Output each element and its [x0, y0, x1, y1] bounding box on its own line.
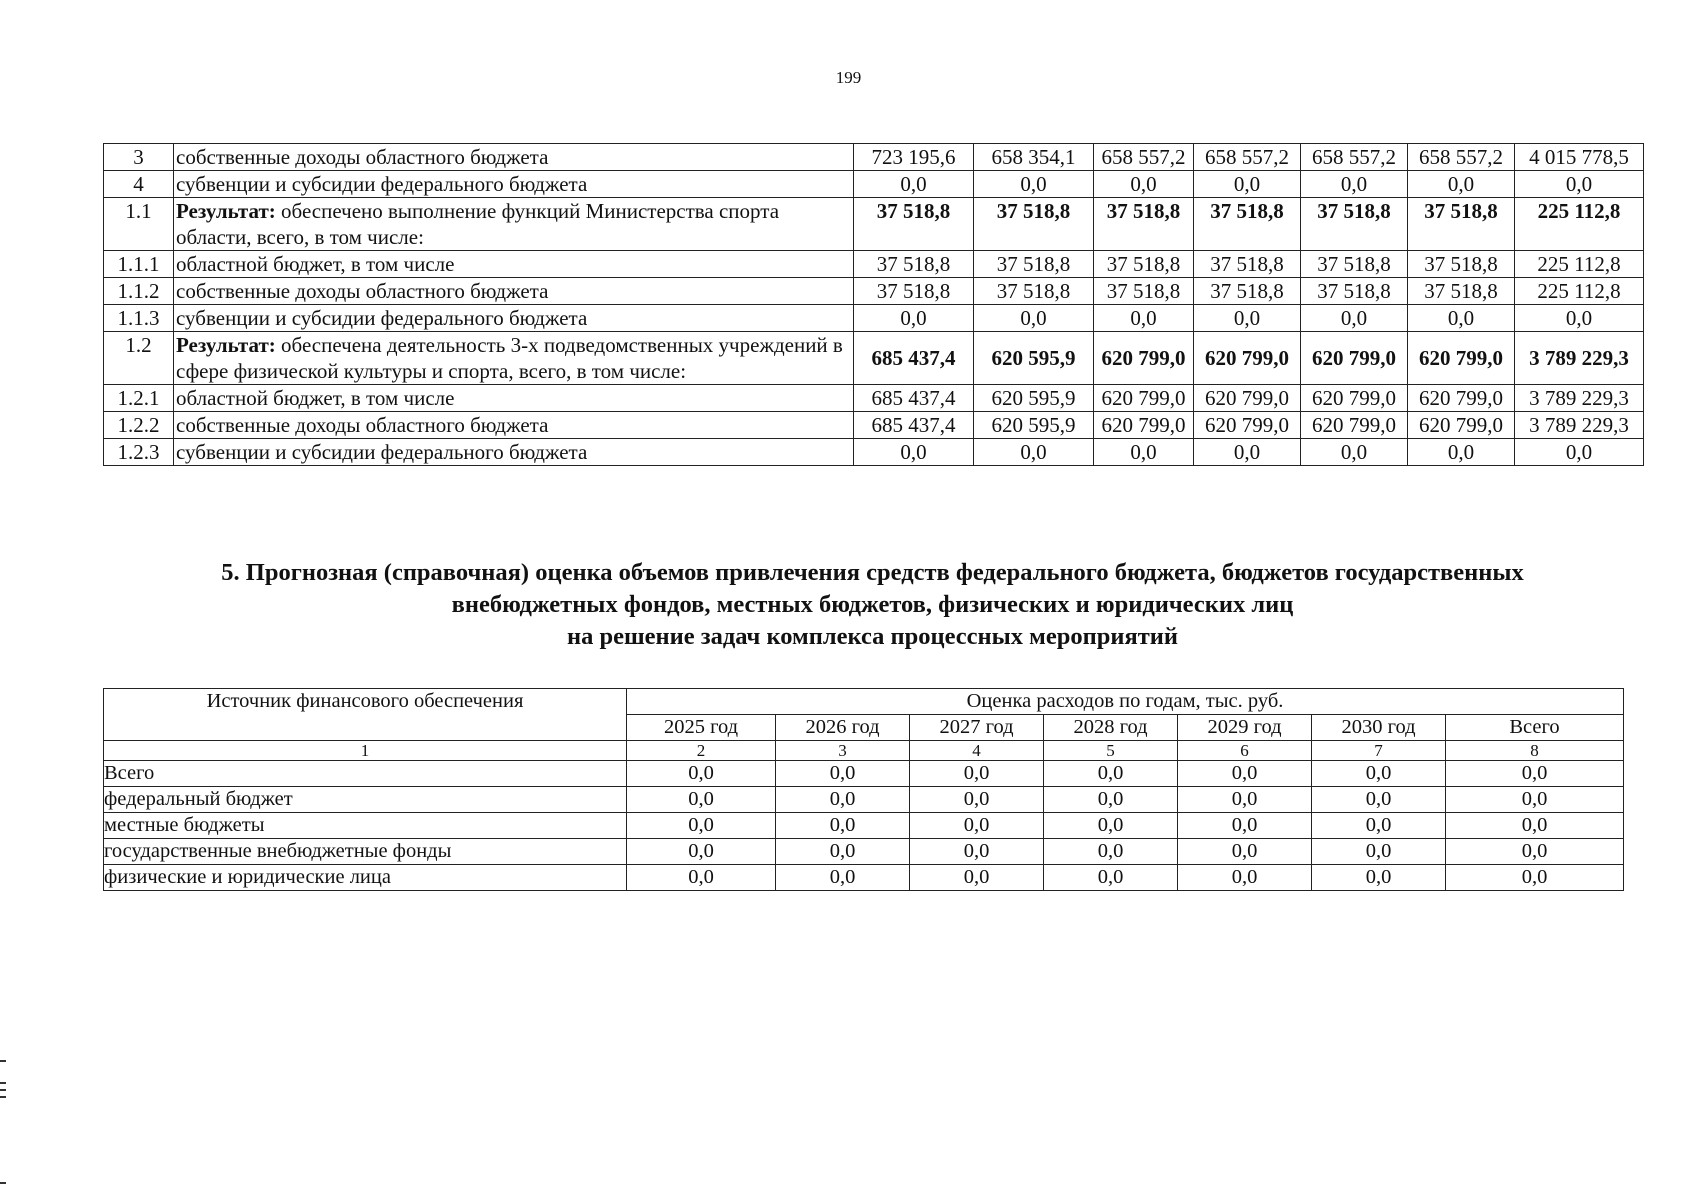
value-cell: 4 015 778,5 — [1515, 144, 1644, 171]
row-number: 4 — [104, 171, 174, 198]
value-cell: 0,0 — [1094, 305, 1194, 332]
table-row — [104, 278, 1644, 305]
value-cell: 620 799,0 — [1194, 385, 1301, 412]
value-cell: 3 789 229,3 — [1515, 332, 1644, 385]
value-cell: 37 518,8 — [1094, 278, 1194, 305]
value-cell: 0,0 — [1408, 305, 1515, 332]
column-number: 3 — [776, 741, 910, 761]
forecast-funding-table — [103, 688, 1624, 891]
source-cell: Всего — [104, 761, 627, 787]
value-cell: 620 799,0 — [1301, 412, 1408, 439]
value-cell: 37 518,8 — [1094, 251, 1194, 278]
source-cell: федеральный бюджет — [104, 787, 627, 813]
value-cell: 0,0 — [974, 171, 1094, 198]
row-description: собственные доходы областного бюджета — [174, 278, 854, 305]
margin-mark — [0, 1089, 6, 1091]
table-row — [104, 385, 1644, 412]
value-cell: 0,0 — [854, 305, 974, 332]
column-number: 2 — [627, 741, 776, 761]
row-number: 1.2.3 — [104, 439, 174, 466]
value-cell: 0,0 — [974, 305, 1094, 332]
value-cell: 0,0 — [627, 865, 776, 891]
value-cell: 0,0 — [1446, 813, 1624, 839]
row-number: 1.1.3 — [104, 305, 174, 332]
value-cell: 658 557,2 — [1194, 144, 1301, 171]
value-cell: 225 112,8 — [1515, 278, 1644, 305]
value-cell: 0,0 — [1044, 761, 1178, 787]
row-description: субвенции и субсидии федерального бюджета — [174, 171, 854, 198]
source-cell: местные бюджеты — [104, 813, 627, 839]
value-cell: 0,0 — [1408, 171, 1515, 198]
margin-mark — [0, 1082, 6, 1084]
column-number: 4 — [910, 741, 1044, 761]
value-cell: 0,0 — [1312, 761, 1446, 787]
value-cell: 0,0 — [1094, 171, 1194, 198]
value-cell: 658 557,2 — [1094, 144, 1194, 171]
value-cell: 0,0 — [1446, 865, 1624, 891]
column-number: 6 — [1178, 741, 1312, 761]
value-cell: 0,0 — [910, 761, 1044, 787]
value-cell: 37 518,8 — [1194, 251, 1301, 278]
value-cell: 0,0 — [1312, 813, 1446, 839]
value-cell: 0,0 — [1044, 813, 1178, 839]
value-cell: 0,0 — [1446, 787, 1624, 813]
table-row — [104, 439, 1644, 466]
value-cell: 658 557,2 — [1408, 144, 1515, 171]
value-cell: 658 557,2 — [1301, 144, 1408, 171]
value-cell: 0,0 — [1178, 787, 1312, 813]
value-cell: 685 437,4 — [854, 412, 974, 439]
value-cell: 37 518,8 — [1301, 251, 1408, 278]
header-row — [104, 689, 1624, 715]
row-number: 1.2 — [104, 332, 174, 385]
section-heading — [100, 557, 1645, 653]
value-cell: 0,0 — [1044, 839, 1178, 865]
value-cell: 0,0 — [776, 839, 910, 865]
source-cell: государственные внебюджетные фонды — [104, 839, 627, 865]
table-row — [104, 332, 1644, 385]
value-cell: 37 518,8 — [1094, 198, 1194, 251]
value-cell: 0,0 — [1312, 865, 1446, 891]
value-cell: 0,0 — [910, 787, 1044, 813]
value-cell: 0,0 — [974, 439, 1094, 466]
table-row — [104, 412, 1644, 439]
column-number: 5 — [1044, 741, 1178, 761]
value-cell: 3 789 229,3 — [1515, 412, 1644, 439]
value-cell: 620 799,0 — [1301, 332, 1408, 385]
row-description: субвенции и субсидии федерального бюджета — [174, 439, 854, 466]
value-cell: 620 799,0 — [1301, 385, 1408, 412]
value-cell: 37 518,8 — [974, 278, 1094, 305]
value-cell: 0,0 — [1301, 305, 1408, 332]
value-cell: 37 518,8 — [1408, 251, 1515, 278]
value-cell: 37 518,8 — [854, 278, 974, 305]
result-label: Результат: — [176, 199, 276, 223]
value-cell: 620 799,0 — [1194, 332, 1301, 385]
row-description — [174, 198, 854, 251]
value-cell: 37 518,8 — [1408, 198, 1515, 251]
value-cell: 37 518,8 — [854, 198, 974, 251]
source-header: Источник финансового обеспечения — [104, 689, 627, 741]
value-cell: 0,0 — [910, 813, 1044, 839]
value-cell: 723 195,6 — [854, 144, 974, 171]
year-header: 2030 год — [1312, 715, 1446, 741]
result-text: обеспечена деятельность 3-х подведомственных учреждений в сфере физической культуры и спорта, всего, в том числе: — [176, 333, 843, 383]
value-cell: 0,0 — [1094, 439, 1194, 466]
value-cell: 0,0 — [910, 865, 1044, 891]
value-cell: 620 799,0 — [1408, 332, 1515, 385]
value-cell: 37 518,8 — [1301, 278, 1408, 305]
year-header: 2028 год — [1044, 715, 1178, 741]
budget-results-table — [103, 143, 1644, 466]
table-row — [104, 144, 1644, 171]
value-cell: 0,0 — [776, 787, 910, 813]
value-cell: 0,0 — [1178, 839, 1312, 865]
table-row — [104, 198, 1644, 251]
year-header: 2029 год — [1178, 715, 1312, 741]
value-cell: 225 112,8 — [1515, 198, 1644, 251]
value-cell: 0,0 — [910, 839, 1044, 865]
value-cell: 0,0 — [1178, 813, 1312, 839]
year-header: 2026 год — [776, 715, 910, 741]
value-cell: 658 354,1 — [974, 144, 1094, 171]
value-cell: 0,0 — [1312, 787, 1446, 813]
value-cell: 620 595,9 — [974, 385, 1094, 412]
value-cell: 0,0 — [1044, 865, 1178, 891]
value-cell: 0,0 — [1312, 839, 1446, 865]
value-cell: 0,0 — [627, 761, 776, 787]
value-cell: 0,0 — [776, 813, 910, 839]
value-cell: 620 799,0 — [1094, 332, 1194, 385]
column-number: 8 — [1446, 741, 1624, 761]
value-cell: 620 799,0 — [1094, 385, 1194, 412]
row-number: 1.2.1 — [104, 385, 174, 412]
value-cell: 685 437,4 — [854, 385, 974, 412]
value-cell: 0,0 — [1515, 439, 1644, 466]
row-description — [174, 332, 854, 385]
value-cell: 37 518,8 — [854, 251, 974, 278]
row-description: субвенции и субсидии федерального бюджета — [174, 305, 854, 332]
row-description: областной бюджет, в том числе — [174, 251, 854, 278]
table-row — [104, 305, 1644, 332]
value-cell: 0,0 — [776, 761, 910, 787]
row-description: областной бюджет, в том числе — [174, 385, 854, 412]
value-cell: 0,0 — [627, 839, 776, 865]
table-row — [104, 761, 1624, 787]
value-cell: 3 789 229,3 — [1515, 385, 1644, 412]
value-cell: 0,0 — [1515, 305, 1644, 332]
result-label: Результат: — [176, 333, 276, 357]
result-text: обеспечено выполнение функций Министерства спорта области, всего, в том числе: — [176, 199, 780, 249]
value-cell: 0,0 — [1194, 171, 1301, 198]
table-row — [104, 171, 1644, 198]
row-number: 1.1.2 — [104, 278, 174, 305]
table-row — [104, 839, 1624, 865]
value-cell: 0,0 — [1178, 761, 1312, 787]
value-cell: 0,0 — [1194, 439, 1301, 466]
value-cell: 620 799,0 — [1408, 385, 1515, 412]
value-cell: 0,0 — [854, 439, 974, 466]
margin-mark — [0, 1096, 6, 1098]
table-row — [104, 813, 1624, 839]
value-cell: 0,0 — [1408, 439, 1515, 466]
value-cell: 0,0 — [1301, 171, 1408, 198]
row-description: собственные доходы областного бюджета — [174, 412, 854, 439]
heading-line-3: на решение задач комплекса процессных мероприятий — [566, 623, 1178, 650]
value-cell: 37 518,8 — [1301, 198, 1408, 251]
row-description: собственные доходы областного бюджета — [174, 144, 854, 171]
value-cell: 37 518,8 — [1194, 278, 1301, 305]
table-row — [104, 251, 1644, 278]
row-number: 1.1.1 — [104, 251, 174, 278]
margin-mark — [0, 1060, 6, 1062]
margin-mark — [0, 1182, 6, 1184]
heading-line-2: внебюджетных фондов, местных бюджетов, физических и юридических лиц — [451, 591, 1294, 618]
value-cell: 0,0 — [1194, 305, 1301, 332]
heading-line-1: 5. Прогнозная (справочная) оценка объемов привлечения средств федерального бюджета, бюджетов государственных — [221, 559, 1524, 586]
year-header: Всего — [1446, 715, 1624, 741]
table-row — [104, 865, 1624, 891]
value-cell: 37 518,8 — [974, 251, 1094, 278]
source-cell: физические и юридические лица — [104, 865, 627, 891]
value-cell: 0,0 — [1446, 761, 1624, 787]
column-numbers-row — [104, 741, 1624, 761]
value-cell: 620 595,9 — [974, 332, 1094, 385]
value-cell: 225 112,8 — [1515, 251, 1644, 278]
value-cell: 685 437,4 — [854, 332, 974, 385]
value-cell: 0,0 — [854, 171, 974, 198]
value-cell: 0,0 — [1178, 865, 1312, 891]
value-cell: 37 518,8 — [1408, 278, 1515, 305]
value-cell: 0,0 — [1044, 787, 1178, 813]
value-cell: 0,0 — [627, 813, 776, 839]
value-cell: 0,0 — [1515, 171, 1644, 198]
value-cell: 0,0 — [1301, 439, 1408, 466]
group-header: Оценка расходов по годам, тыс. руб. — [627, 689, 1624, 715]
value-cell: 620 799,0 — [1408, 412, 1515, 439]
page-number: 199 — [835, 68, 862, 87]
row-number: 1.1 — [104, 198, 174, 251]
value-cell: 620 799,0 — [1094, 412, 1194, 439]
value-cell: 37 518,8 — [1194, 198, 1301, 251]
year-header: 2027 год — [910, 715, 1044, 741]
table-row — [104, 787, 1624, 813]
row-number: 3 — [104, 144, 174, 171]
value-cell: 0,0 — [1446, 839, 1624, 865]
row-number: 1.2.2 — [104, 412, 174, 439]
value-cell: 620 799,0 — [1194, 412, 1301, 439]
value-cell: 620 595,9 — [974, 412, 1094, 439]
year-header: 2025 год — [627, 715, 776, 741]
value-cell: 0,0 — [776, 865, 910, 891]
column-number: 1 — [104, 741, 627, 761]
value-cell: 0,0 — [627, 787, 776, 813]
column-number: 7 — [1312, 741, 1446, 761]
value-cell: 37 518,8 — [974, 198, 1094, 251]
